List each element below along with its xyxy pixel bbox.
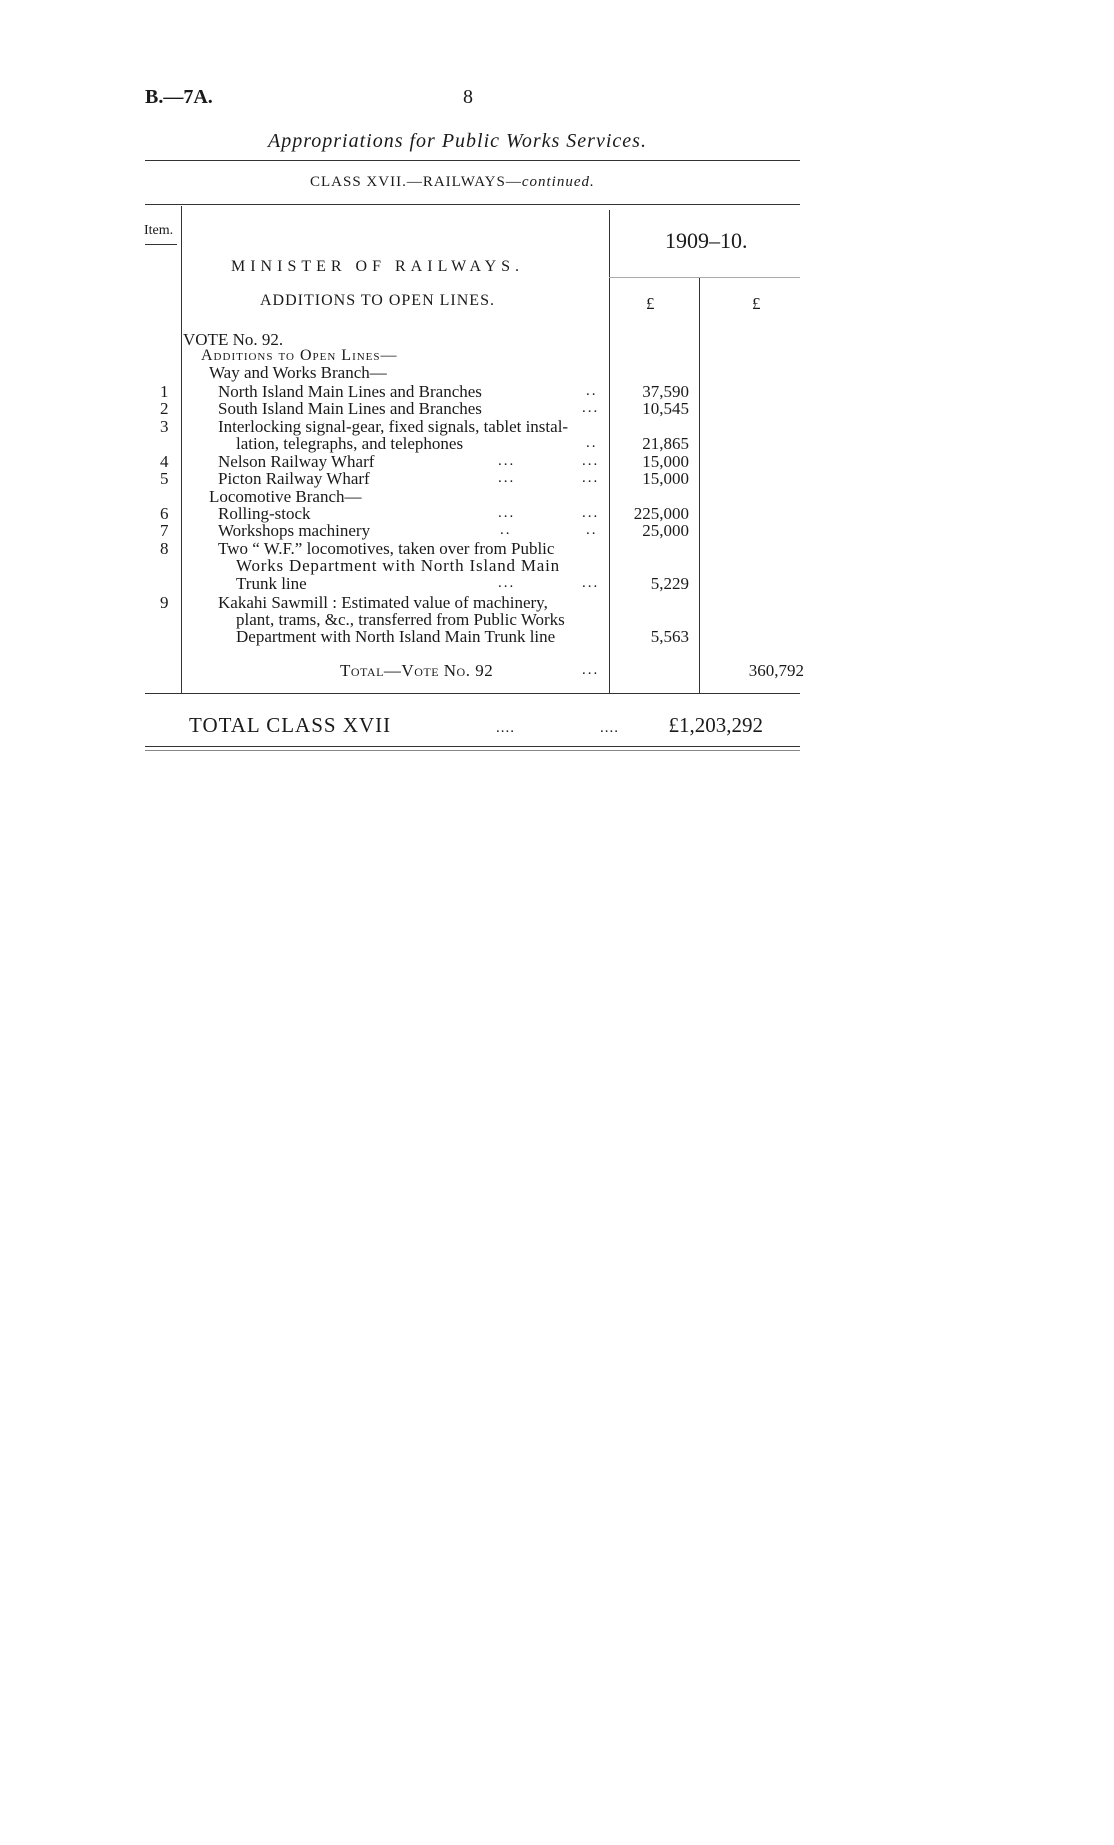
item-column-header: Item. bbox=[144, 223, 174, 238]
item-number: 9 bbox=[160, 593, 169, 612]
class-total-value: £1,203,292 bbox=[668, 713, 763, 737]
vote-subheading: Additions to Open Lines— bbox=[201, 347, 398, 364]
item-description-continued: Trunk line bbox=[236, 574, 307, 593]
leader-dots: .. bbox=[586, 435, 598, 451]
item-number: 3 bbox=[160, 417, 169, 436]
item-description-continued: lation, telegraphs, and telephones bbox=[236, 434, 464, 453]
leader-dots: .... bbox=[496, 720, 515, 736]
item-number: 8 bbox=[160, 539, 169, 558]
branch-way-and-works: Way and Works Branch— bbox=[209, 363, 387, 382]
currency-symbol-left: £ bbox=[646, 294, 655, 313]
table-top-rule bbox=[145, 204, 800, 205]
item-description: Kakahi Sawmill : Estimated value of machinery, bbox=[218, 593, 548, 612]
item-description-continued: Works Department with North Island Main bbox=[236, 556, 560, 575]
item-amount: 21,865 bbox=[642, 434, 689, 453]
class-heading-main: CLASS XVII.—RAILWAYS— bbox=[310, 174, 522, 190]
leader-dots: ... bbox=[582, 470, 600, 486]
item-number: 7 bbox=[160, 521, 169, 540]
page-title: Appropriations for Public Works Services. bbox=[268, 130, 647, 152]
class-heading-suffix: continued. bbox=[521, 174, 595, 190]
vote-total-label: Total—Vote No. 92 bbox=[340, 661, 494, 680]
leader-dots: .. bbox=[586, 383, 598, 399]
item-number: 5 bbox=[160, 469, 169, 488]
item-number: 4 bbox=[160, 452, 169, 471]
leader-dots: .. bbox=[586, 522, 598, 538]
item-amount: 5,563 bbox=[650, 627, 689, 646]
item-description: Nelson Railway Wharf bbox=[218, 452, 375, 471]
minister-heading: MINISTER OF RAILWAYS. bbox=[231, 258, 525, 275]
item-description-continued: Department with North Island Main Trunk line bbox=[236, 627, 556, 646]
leader-dots: ... bbox=[498, 453, 516, 469]
year-heading: 1909–10. bbox=[665, 228, 748, 253]
leader-dots: ... bbox=[582, 453, 600, 469]
branch-locomotive: Locomotive Branch— bbox=[209, 487, 362, 506]
item-header-underline bbox=[145, 244, 177, 245]
item-description: Interlocking signal-gear, fixed signals, tablet instal- bbox=[218, 417, 569, 436]
section-heading: ADDITIONS TO OPEN LINES. bbox=[260, 292, 495, 309]
leader-dots: ... bbox=[582, 575, 600, 591]
item-number: 2 bbox=[160, 399, 169, 418]
item-amount: 225,000 bbox=[633, 504, 689, 523]
item-amount: 10,545 bbox=[642, 399, 689, 418]
amount-column-rule bbox=[609, 210, 610, 693]
page-number: 8 bbox=[463, 86, 473, 108]
class-total-rule-lower bbox=[145, 750, 800, 751]
leader-dots: ... bbox=[582, 505, 600, 521]
item-description: Picton Railway Wharf bbox=[218, 469, 370, 488]
leader-dots: ... bbox=[498, 470, 516, 486]
item-description-continued: plant, trams, &c., transferred from Public Works bbox=[236, 610, 565, 629]
total-column-rule bbox=[699, 278, 700, 693]
item-column-rule bbox=[181, 206, 182, 693]
leader-dots: ... bbox=[498, 505, 516, 521]
leader-dots: ... bbox=[582, 400, 600, 416]
item-number: 6 bbox=[160, 504, 169, 523]
item-number: 1 bbox=[160, 382, 169, 401]
item-amount: 37,590 bbox=[642, 382, 689, 401]
leader-dots: ... bbox=[582, 662, 600, 678]
class-total-rule bbox=[145, 746, 800, 747]
currency-symbol-right: £ bbox=[752, 294, 761, 313]
item-description: Two “ W.F.” locomotives, taken over from Public bbox=[218, 539, 555, 558]
item-description: Workshops machinery bbox=[218, 521, 371, 540]
class-heading bbox=[310, 174, 595, 191]
item-description: North Island Main Lines and Branches bbox=[218, 382, 482, 401]
item-amount: 25,000 bbox=[642, 521, 689, 540]
leader-dots: ... bbox=[498, 575, 516, 591]
title-rule bbox=[145, 160, 800, 161]
vote-label: VOTE No. 92. bbox=[183, 330, 284, 349]
leader-dots: .... bbox=[600, 720, 619, 736]
item-description: South Island Main Lines and Branches bbox=[218, 399, 482, 418]
item-amount: 5,229 bbox=[650, 574, 689, 593]
document-reference: B.—7A. bbox=[145, 86, 213, 108]
class-total-label: TOTAL CLASS XVII bbox=[189, 713, 392, 737]
vote-total-value: 360,792 bbox=[748, 661, 804, 680]
item-description: Rolling-stock bbox=[218, 504, 311, 523]
leader-dots: .. bbox=[500, 522, 512, 538]
item-amount: 15,000 bbox=[642, 452, 689, 471]
table-bottom-rule bbox=[145, 693, 800, 694]
item-amount: 15,000 bbox=[642, 469, 689, 488]
year-underline bbox=[609, 277, 800, 278]
